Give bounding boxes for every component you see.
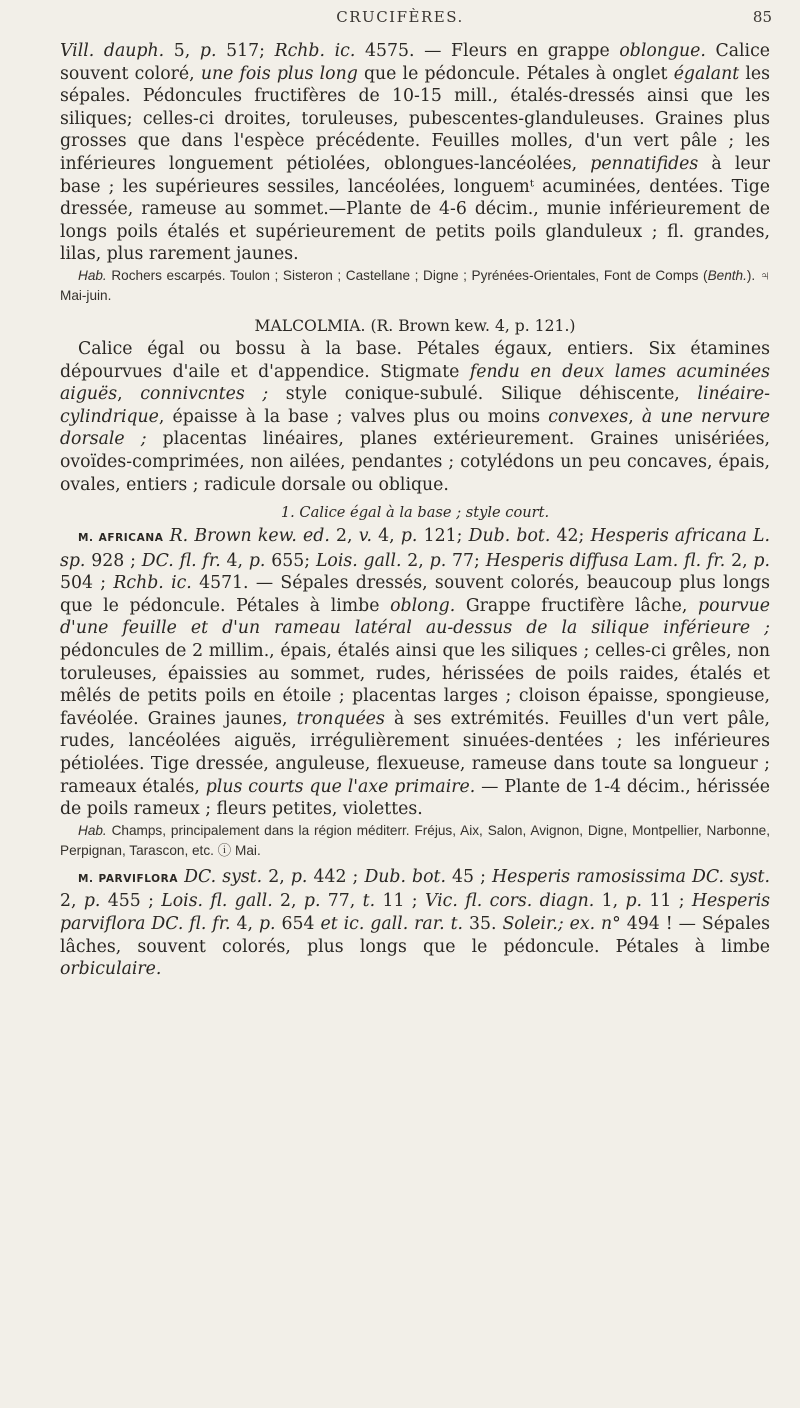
section-key: 1. Calice égal à la base ; style court.	[280, 504, 550, 522]
page-number: 85	[752, 8, 772, 26]
species-name: M. PARVIFLORA	[78, 872, 179, 885]
species-name: M. AFRICANA	[78, 532, 164, 545]
body-text	[60, 40, 770, 981]
genus-heading: MALCOLMIA. (R. Brown kew. 4, p. 121.)	[254, 316, 576, 335]
genus-description: Calice égal ou bossu à la base. Pétales égaux, entiers. Six étamines dépourvues d'aile et d'appendice. Stigmate fendu en deux lames acuminées aiguës, connivcntes ; style conique-subulé. Silique déhiscente, linéaire-cylindrique, épaisse à la base ; valves plus ou moins convexes, à une nervure dorsale ; placentas linéaires, planes extérieurement. Graines unisériées, ovoïdes-comprimées, non ailées, pendantes ; cotylédons un peu concaves, épais, ovales, entiers ; radicule dorsale ou oblique.	[60, 338, 770, 495]
species-description-continued: Vill. dauph. 5, p. 517; Rchb. ic. 4575. — Fleurs en grappe oblongue. Calice souvent coloré, une fois plus long que le pédoncule. Pétales à onglet égalant les sépales. Pédoncules fructifères de 10-15 mill., étalés-dressés ainsi que les siliques; celles-ci droites, toruleuses, pubescentes-glanduleuses. Graines plus grosses que dans l'espèce précédente. Feuilles molles, d'un vert pâle ; les inférieures longuement pétiolées, oblongues-lancéolées, pennatifides à leur base ; les supérieures sessiles, lancéolées, longuemᵗ acuminées, dentées. Tige dressée, rameuse au sommet.—Plante de 4-6 décim., munie inférieurement de longs poils étalés et supérieurement de petits poils glanduleux ; fl. grandes, lilas, plus rarement jaunes.	[60, 41, 770, 265]
habitat-note: Hab. Rochers escarpés. Toulon ; Sisteron ; Castellane ; Digne ; Pyrénées-Orientales, Font de Comps (Benth.). ♃ Mai-juin.	[60, 267, 770, 303]
species-parviflora: M. PARVIFLORA DC. syst. 2, p. 442 ; Dub. bot. 45 ; Hesperis ramosissima DC. syst. 2, p. 455 ; Lois. fl. gall. 2, p. 77, t. 11 ; Vic. fl. cors. diagn. 1, p. 11 ; Hesperis parviflora DC. fl. fr. 4, p. 654 et ic. gall. rar. t. 35. Soleir.; ex. n° 494 ! — Sépales lâches, souvent colorés, plus longs que le pédoncule. Pétales à limbe orbiculaire.	[60, 866, 770, 980]
running-head-title: CRUCIFÈRES.	[336, 8, 464, 26]
habitat-note: Hab. Champs, principalement dans la région méditerr. Fréjus, Aix, Salon, Avignon, Digne, Montpellier, Narbonne, Perpignan, Tarascon, etc. ⓘ Mai.	[60, 822, 770, 858]
species-africana: M. AFRICANA R. Brown kew. ed. 2, v. 4, p. 121; Dub. bot. 42; Hesperis africana L. sp. 928 ; DC. fl. fr. 4, p. 655; Lois. gall. 2, p. 77; Hesperis diffusa Lam. fl. fr. 2, p. 504 ; Rchb. ic. 4571. — Sépales dressés, souvent colorés, beaucoup plus longs que le pédoncule. Pétales à limbe oblong. Grappe fructifère lâche, pourvue d'une feuille et d'un rameau latéral au-dessus de la silique inférieure ; pédoncules de 2 millim., épais, étalés ainsi que les siliques ; celles-ci grêles, non toruleuses, épaissies au sommet, rudes, hérissées de poils raides, étalés et mêlés de petits poils en étoile ; placentas larges ; cloison épaisse, spongieuse, favéolée. Graines jaunes, tronquées à ses extrémités. Feuilles d'un vert pâle, rudes, lancéolées aiguës, irrégulièrement sinuées-dentées ; les inférieures pétiolées. Tige dressée, anguleuse, flexueuse, rameuse dans toute sa longueur ; rameaux étalés, plus courts que l'axe primaire. — Plante de 1-4 décim., hérissée de poils rameux ; fleurs petites, violettes.	[60, 526, 771, 820]
running-head	[0, 8, 800, 38]
